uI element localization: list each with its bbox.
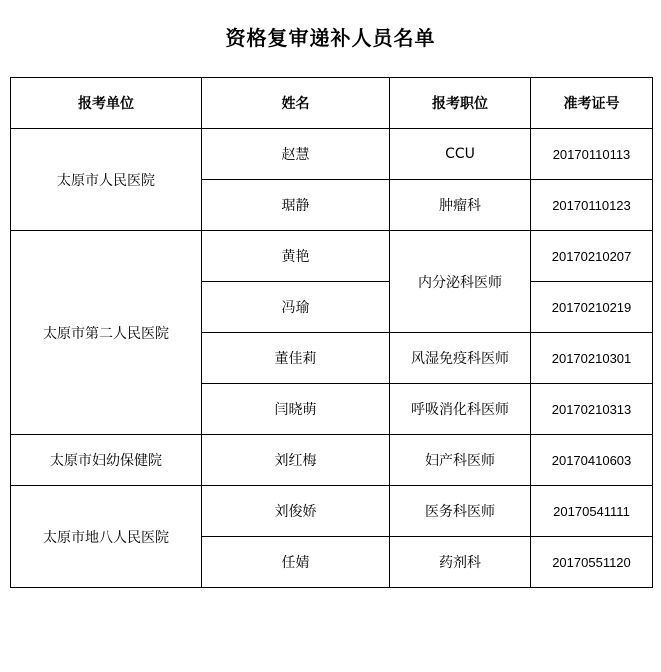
exam-id-cell: 20170541111 — [531, 486, 653, 537]
position-cell: 肿瘤科 — [390, 180, 531, 231]
header-exam-id: 准考证号 — [531, 78, 653, 129]
exam-id-cell: 20170210207 — [531, 231, 653, 282]
exam-id-cell: 20170210313 — [531, 384, 653, 435]
exam-id-cell: 20170210219 — [531, 282, 653, 333]
exam-id-cell: 20170410603 — [531, 435, 653, 486]
unit-cell: 太原市第二人民医院 — [11, 231, 202, 435]
position-cell: 内分泌科医师 — [390, 231, 531, 333]
name-cell: 任婧 — [202, 537, 390, 588]
name-cell: 黄艳 — [202, 231, 390, 282]
position-cell: 药剂科 — [390, 537, 531, 588]
name-cell: 冯瑜 — [202, 282, 390, 333]
position-cell: 医务科医师 — [390, 486, 531, 537]
unit-cell: 太原市妇幼保健院 — [11, 435, 202, 486]
exam-id-cell: 20170110113 — [531, 129, 653, 180]
header-position: 报考职位 — [390, 78, 531, 129]
table-row — [11, 435, 653, 486]
position-cell: 呼吸消化科医师 — [390, 384, 531, 435]
table-row — [11, 486, 653, 537]
candidate-table — [10, 77, 653, 588]
name-cell: 刘红梅 — [202, 435, 390, 486]
unit-cell: 太原市地八人民医院 — [11, 486, 202, 588]
table-row — [11, 231, 653, 282]
position-cell: 妇产科医师 — [390, 435, 531, 486]
table-header-row — [11, 78, 653, 129]
exam-id-cell: 20170110123 — [531, 180, 653, 231]
name-cell: 赵慧 — [202, 129, 390, 180]
name-cell: 闫晓萌 — [202, 384, 390, 435]
page-title: 资格复审递补人员名单 — [225, 26, 436, 50]
header-name: 姓名 — [202, 78, 390, 129]
name-cell: 琚静 — [202, 180, 390, 231]
position-cell: 风湿免疫科医师 — [390, 333, 531, 384]
name-cell: 董佳莉 — [202, 333, 390, 384]
position-cell: CCU — [390, 129, 531, 180]
unit-cell: 太原市人民医院 — [11, 129, 202, 231]
exam-id-cell: 20170551120 — [531, 537, 653, 588]
exam-id-cell: 20170210301 — [531, 333, 653, 384]
header-unit: 报考单位 — [11, 78, 202, 129]
table-row — [11, 129, 653, 180]
name-cell: 刘俊娇 — [202, 486, 390, 537]
